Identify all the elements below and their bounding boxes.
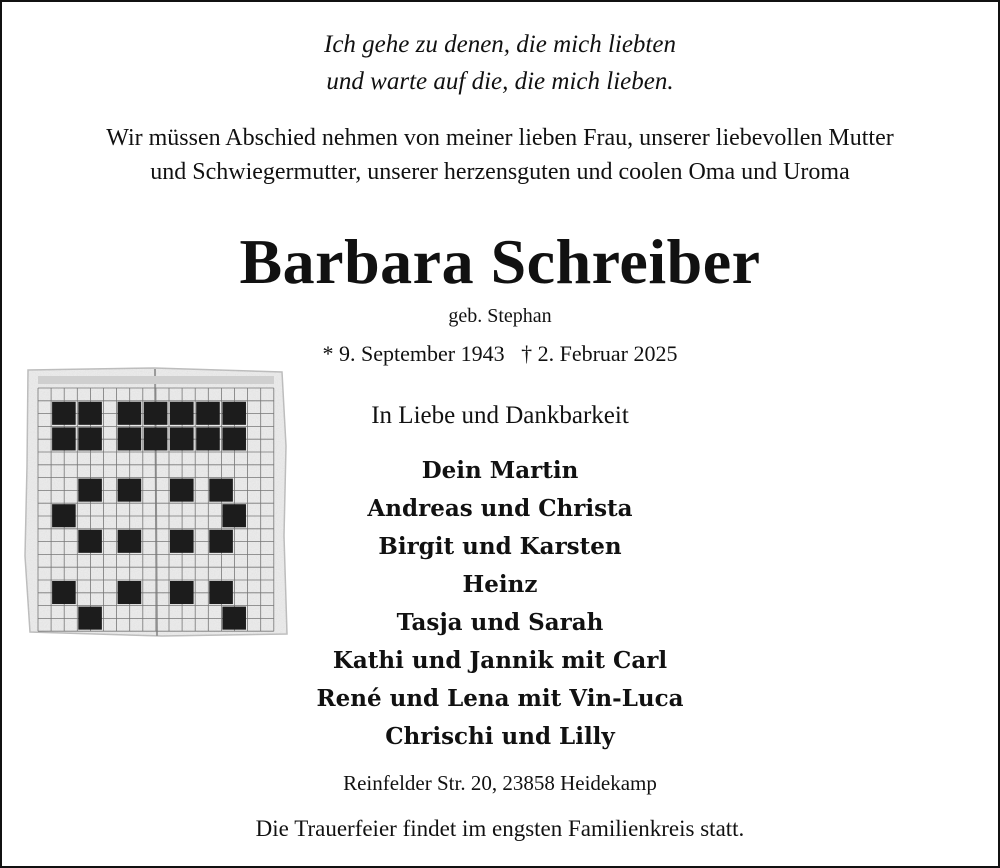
crossword-black-square: [52, 402, 76, 425]
thanks-line: In Liebe und Dankbarkeit: [371, 402, 629, 429]
crossword-black-square: [209, 479, 233, 502]
crossword-black-square: [170, 530, 194, 553]
mourner-name: Birgit und Karsten: [378, 533, 622, 560]
intro-line-1: Wir müssen Abschied nehmen von meiner lieben Frau, unserer liebevollen Mutter: [106, 125, 894, 151]
crossword-black-square: [170, 427, 194, 450]
crossword-black-square: [118, 530, 142, 553]
crossword-black-square: [196, 427, 220, 450]
crossword-black-square: [78, 607, 102, 630]
crossword-black-square: [170, 581, 194, 604]
mourner-name: Tasja und Sarah: [396, 609, 604, 636]
crossword-black-square: [222, 402, 246, 425]
crossword-black-square: [78, 479, 102, 502]
motto-line-2: und warte auf die, die mich lieben.: [326, 68, 674, 95]
intro-text: [0, 121, 1000, 189]
motto-line-1: Ich gehe zu denen, die mich liebten: [324, 31, 676, 58]
mourner-name: Dein Martin: [421, 457, 579, 484]
crossword-black-square: [222, 427, 246, 450]
crossword-black-square: [222, 504, 246, 527]
crossword-black-square: [170, 402, 194, 425]
mourner-name: Chrischi und Lilly: [385, 723, 615, 750]
life-dates: * 9. September 1943 † 2. Februar 2025: [322, 341, 678, 366]
crossword-black-square: [118, 402, 142, 425]
crossword-black-square: [52, 427, 76, 450]
mourner-name: Kathi und Jannik mit Carl: [332, 647, 668, 674]
motto: [0, 26, 1000, 100]
address: Reinfelder Str. 20, 23858 Heidekamp: [343, 771, 657, 795]
maiden-name: geb. Stephan: [448, 305, 552, 327]
crossword-black-square: [52, 504, 76, 527]
crossword-black-square: [144, 402, 168, 425]
crossword-image: [22, 366, 288, 638]
crossword-black-square: [118, 427, 142, 450]
crossword-black-square: [78, 427, 102, 450]
crossword-black-square: [209, 581, 233, 604]
crossword-black-square: [78, 530, 102, 553]
deceased-name: Barbara Schreiber: [239, 226, 761, 297]
mourner-name: René und Lena mit Vin-Luca: [316, 685, 684, 712]
crossword-black-square: [209, 530, 233, 553]
crossword-black-square: [170, 479, 194, 502]
crossword-black-square: [52, 581, 76, 604]
funeral-note: Die Trauerfeier findet im engsten Familienkreis statt.: [255, 816, 745, 841]
mourner-name: Heinz: [462, 571, 538, 598]
crossword-black-square: [118, 479, 142, 502]
crossword-black-square: [222, 607, 246, 630]
crossword-black-square: [196, 402, 220, 425]
mourner-name: Andreas und Christa: [367, 495, 633, 522]
crossword-black-square: [144, 427, 168, 450]
intro-line-2: und Schwiegermutter, unserer herzensguten und coolen Oma und Uroma: [150, 159, 850, 185]
crossword-black-square: [78, 402, 102, 425]
crossword-black-square: [118, 581, 142, 604]
